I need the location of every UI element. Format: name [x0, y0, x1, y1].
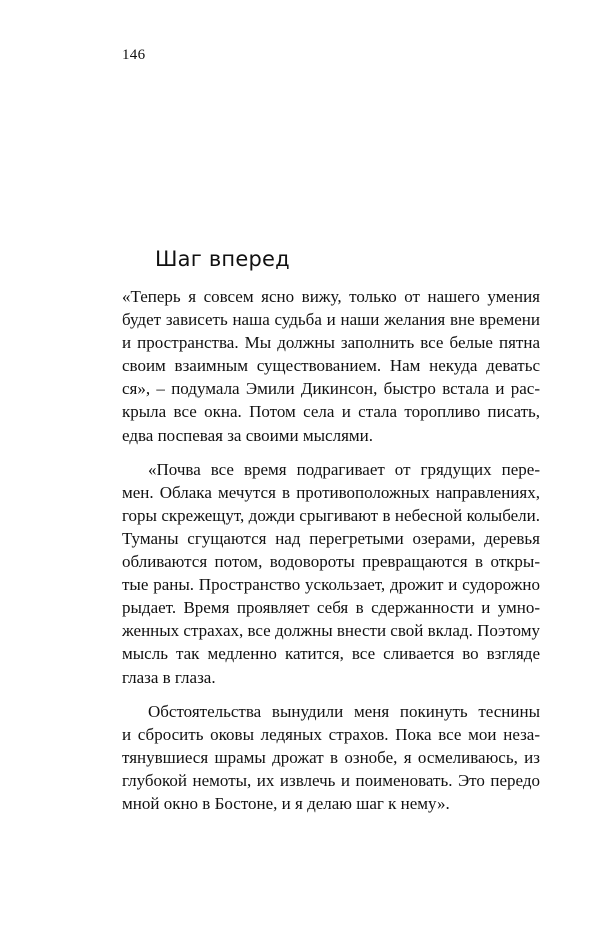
text-line: будет зависеть наша судьба и наши желания вне времени — [122, 310, 540, 330]
text-line: тые раны. Пространство ускользает, дрожит и судорожно — [122, 575, 540, 595]
text-line: и пространства. Мы должны заполнить все белые пятна — [122, 333, 540, 353]
text-line: «Теперь я совсем ясно вижу, только от нашего умения — [122, 287, 540, 306]
text-line: едва поспевая за своими мыслями. — [122, 425, 373, 445]
text-line: рыдает. Время проявляет себя в сдержанности и умно- — [122, 598, 540, 618]
text-line: «Почва все время подрагивает от грядущих пере- — [148, 459, 540, 479]
text-line: женных страхах, все должны внести свой вклад. Поэтому — [122, 621, 540, 641]
text-line: мен. Облака мечутся в противоположных направлениях, — [122, 482, 540, 502]
text-line: глубокой немоты, их извлечь и поименовать. Это передо — [122, 770, 540, 790]
text-line: мысль так медленно катится, все сливается во взгляде — [122, 644, 540, 664]
section-heading: Шаг вперед — [155, 247, 290, 271]
text-line: своим взаимным существованием. Нам некуда деватьс — [122, 356, 540, 376]
text-line: мной окно в Бостоне, и я делаю шаг к нему». — [122, 793, 450, 813]
text-line: Туманы сгущаются над перегретыми озерами, деревья — [122, 528, 540, 548]
text-line: крыла все окна. Потом села и стала торопливо писать, — [122, 402, 540, 422]
body-text — [122, 285, 540, 826]
paragraph — [122, 285, 540, 447]
page-number: 146 — [122, 47, 146, 63]
text-line: Обстоятельства вынудили меня покинуть теснины — [148, 701, 540, 721]
text-line: горы скрежещут, дожди срыгивают в небесной колыбели. — [122, 505, 540, 525]
text-line: и сбросить оковы ледяных страхов. Пока все мои неза- — [122, 724, 540, 744]
paragraph — [122, 700, 540, 815]
text-line: ся», – подумала Эмили Дикинсон, быстро встала и рас- — [122, 379, 540, 399]
paragraph — [122, 458, 540, 689]
text-line: глаза в глаза. — [122, 667, 216, 687]
text-line: тянувшиеся шрамы дрожат в ознобе, я осмеливаюсь, из — [122, 747, 540, 767]
text-line: обливаются потом, водовороты превращаются в откры- — [122, 552, 540, 572]
